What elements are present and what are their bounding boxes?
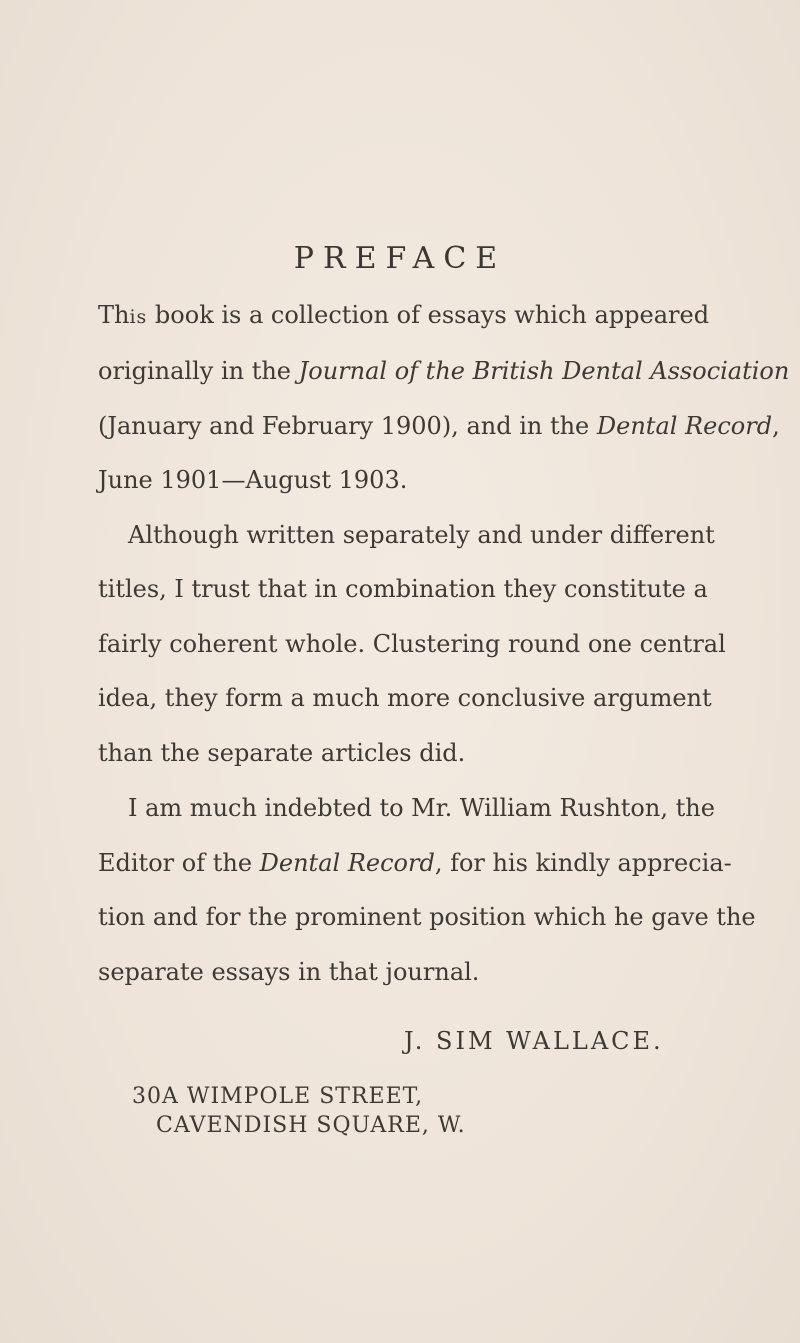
text-line (98, 357, 790, 385)
text-line (98, 684, 712, 712)
text-line (98, 741, 658, 765)
text-line (98, 794, 715, 822)
text-span: titles, I trust that in combination they constitute a (98, 575, 708, 603)
text-span: originally in the (98, 357, 299, 385)
text-span: tion and for the prominent position which he gave the (98, 903, 756, 931)
text-span: fairly coherent whole. Clustering round one central (98, 630, 726, 658)
text-span: , (772, 412, 780, 440)
journal-title: Dental Record (596, 412, 773, 440)
text-span: I am much indebted to Mr. William Rushton, the (128, 794, 715, 822)
text-line (98, 468, 658, 492)
journal-title: Journal of the British Dental Association (298, 357, 790, 385)
text-span: book is a collection of essays which appeared (147, 301, 710, 329)
text-span: idea, they form a much more conclusive argument (98, 684, 712, 712)
text-span: (January and February 1900), and in the (98, 412, 597, 440)
address-line-2: CAVENDISH SQUARE, W. (156, 1113, 466, 1138)
journal-title: Dental Record (259, 849, 435, 877)
text-span: , for his kindly apprecia- (434, 849, 732, 877)
text-line (98, 903, 756, 931)
text-span: Although written separately and under different (128, 521, 715, 549)
text-span: separate essays in that journal. (98, 958, 480, 986)
text-line (98, 849, 732, 877)
text-line (98, 301, 710, 329)
text-span: Editor of the (98, 849, 260, 877)
address-line-1: 30A WIMPOLE STREET, (132, 1084, 424, 1109)
text-line (98, 412, 780, 440)
author-signature: J. SIM WALLACE. (404, 1027, 664, 1055)
text-span: June 1901—August 1903. (98, 466, 408, 494)
small-caps-initial: Th (98, 301, 130, 329)
text-line (98, 575, 708, 603)
small-caps-rest: is (129, 306, 148, 328)
text-line (98, 630, 726, 658)
text-line (98, 960, 658, 984)
page-title: PREFACE (293, 241, 507, 276)
text-line (98, 521, 715, 549)
text-span: than the separate articles did. (98, 739, 466, 767)
